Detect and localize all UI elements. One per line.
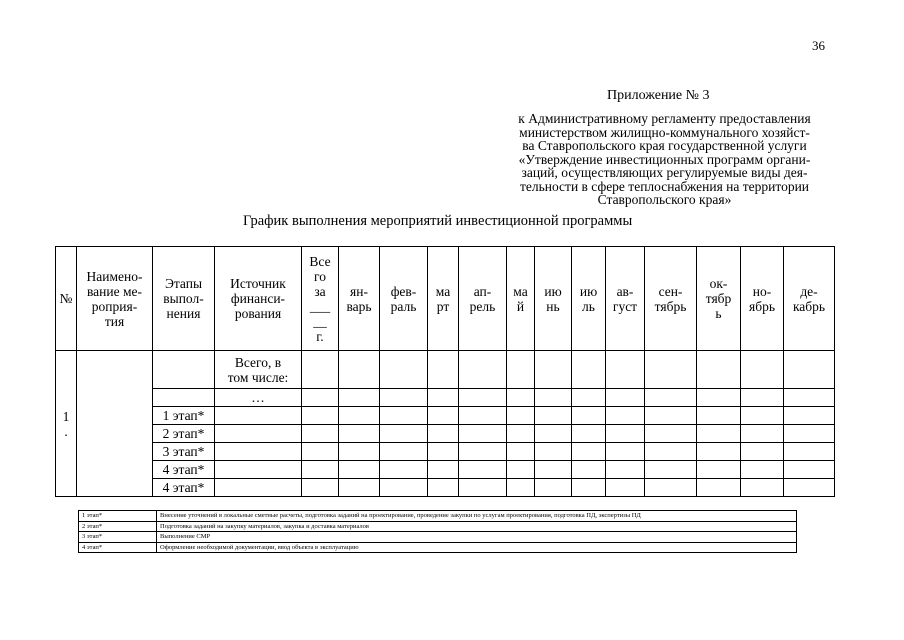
stage-cell (153, 351, 215, 389)
annex-line: тельности в сфере теплоснабжения на территории (519, 178, 810, 194)
schedule-table (55, 246, 835, 497)
legend-description: Подготовка заданий на закупку материалов, закупка и доставка материалов (157, 521, 797, 532)
legend-row (79, 521, 797, 532)
header-april: ап- рель (459, 247, 507, 351)
legend-stage: 4 этап* (79, 542, 157, 553)
header-september: сен- тябрь (645, 247, 697, 351)
table-row (56, 407, 835, 425)
annex-line: заций, осуществляющих регулируемые виды дея- (521, 165, 808, 180)
schedule-title: График выполнения мероприятий инвестиционной программы (243, 213, 633, 229)
legend-row (79, 542, 797, 553)
table-header-row (56, 247, 835, 351)
header-june: ию нь (535, 247, 572, 351)
ellipsis-cell: … (215, 389, 302, 407)
header-november: но- ябрь (741, 247, 784, 351)
stage-cell: 4 этап* (153, 461, 215, 479)
header-number: № (56, 247, 77, 351)
annex-title: Приложение № 3 (607, 88, 710, 103)
legend-stage: 1 этап* (79, 511, 157, 522)
legend-description: Внесение уточнений в локальные сметные расчеты, подготовка заданий на проектирование, проведение закупки по услугам проектирования, подготовка ПД, экспертизы ПД (157, 511, 797, 522)
table-row (56, 443, 835, 461)
legend-description: Выполнение СМР (157, 532, 797, 543)
legend-stage: 2 этап* (79, 521, 157, 532)
stage-cell: 1 этап* (153, 407, 215, 425)
annex-line: Ставропольского края» (597, 192, 732, 207)
header-july: ию ль (572, 247, 606, 351)
annex-line: к Административному регламенту предоставления (518, 111, 811, 126)
stage-cell: 3 этап* (153, 443, 215, 461)
stage-cell (153, 389, 215, 407)
legend-description: Оформление необходимой документации, ввод объекта в эксплуатацию (157, 542, 797, 553)
annex-line: «Утверждение инвестиционных программ органи- (518, 151, 811, 167)
header-october: ок- тябр ь (697, 247, 741, 351)
header-funding-source: Источник финанси- рования (215, 247, 302, 351)
header-february: фев- раль (380, 247, 428, 351)
table-row (56, 479, 835, 497)
header-december: де- кабрь (784, 247, 835, 351)
event-name-cell (77, 351, 153, 497)
page-number: 36 (812, 38, 825, 53)
header-january: ян- варь (339, 247, 380, 351)
header-total-year: Все го за ___ __ г. (302, 247, 339, 351)
header-august: ав- густ (606, 247, 645, 351)
header-march: ма рт (428, 247, 459, 351)
stage-cell: 2 этап* (153, 425, 215, 443)
annex-subtitle (497, 112, 832, 207)
header-may: ма й (507, 247, 535, 351)
header-event-name: Наимено- вание ме- роприя- тия (77, 247, 153, 351)
table-row (56, 389, 835, 407)
total-label: Всего, в том числе: (215, 351, 302, 389)
legend-stage: 3 этап* (79, 532, 157, 543)
table-row (56, 425, 835, 443)
header-stages: Этапы выпол- нения (153, 247, 215, 351)
legend-row (79, 532, 797, 543)
row-number: 1 . (56, 351, 77, 497)
legend-row (79, 511, 797, 522)
annex-line: министерством жилищно-коммунального хозяйст- (519, 124, 810, 140)
annex-line: ва Ставропольского края государственной услуги (522, 138, 807, 153)
table-row (56, 351, 835, 389)
stages-legend-table (78, 510, 797, 553)
stage-cell: 4 этап* (153, 479, 215, 497)
table-row (56, 461, 835, 479)
